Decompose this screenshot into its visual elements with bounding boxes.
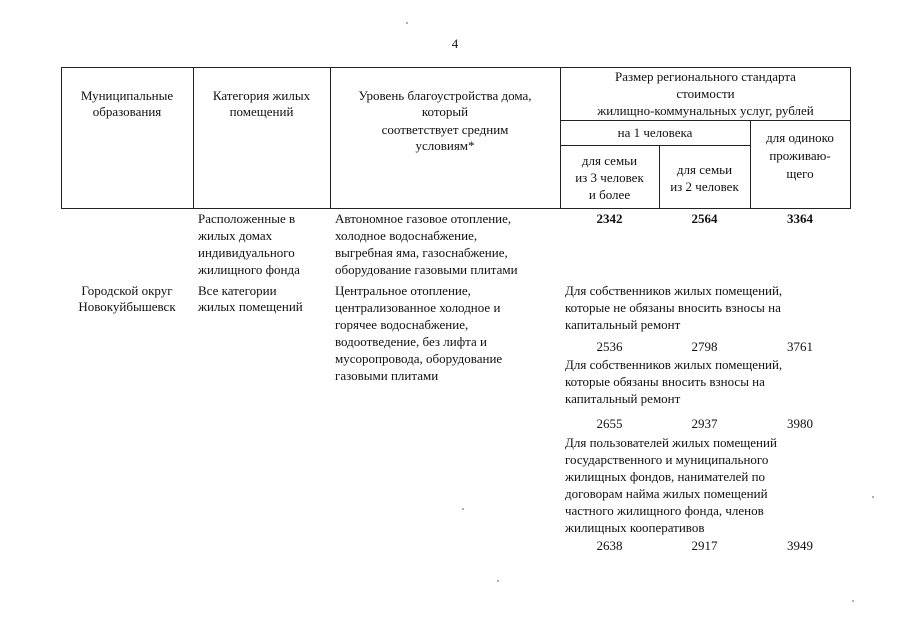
page-number: 4 [451, 36, 459, 51]
group3-value-family3: 2638 [596, 538, 623, 553]
group1-value-single: 3761 [787, 339, 813, 354]
group2-value-family2: 2937 [691, 416, 718, 431]
group2-value-family3: 2655 [596, 416, 623, 431]
group1-value-family2: 2798 [691, 339, 718, 354]
row1-value-family3: 2342 [596, 211, 623, 226]
group3-value-single: 3949 [787, 538, 813, 553]
group3-value-family2: 2917 [691, 538, 718, 553]
group2-value-single: 3980 [787, 416, 813, 431]
row1-value-single: 3364 [787, 211, 813, 226]
document-page: 4 Муниципальные образования Категория жилых помещений Уровень благоустройства дома, который соответствует средним условиям* Размер регионального стандарта стоимости жилищно-коммунальных услуг, рублей на 1 человека для семьи из 3 человек и более для семьи из 2 человек для одиноко проживаю- щего Городской округ Новокуйбышевск Расположенные в жилых домах индивидуального жилищного фонда Автономное газовое отопление, холодное водоснабжение, выгребная яма, газоснабжение, оборудование газовыми плитами 2342 2564 3364 Все категории жилых помещений Центральное отопление, централизованное холодное и горячее водоснабжение, водоотведение, без лифта и мусоропровода, оборудование газовыми плитами Для собственников жилых помещений, которые не обязаны вносить взносы на капитальный ремонт 2536 2798 3761 Для собственников жилых помещений, которые обязаны вносить взносы на капитальный ремонт 2655 2937 3980 Для пользователей жилых помещений государственного и муниципального жилищных фондов, нанимателей по договорам найма жилых помещений частного жилищного фонда, членов жилищных кооперативов 2638 2917 3949 [0, 0, 905, 633]
row1-value-family2: 2564 [691, 211, 718, 226]
group1-value-family3: 2536 [596, 339, 623, 354]
header-per-person: на 1 человека [617, 125, 693, 140]
